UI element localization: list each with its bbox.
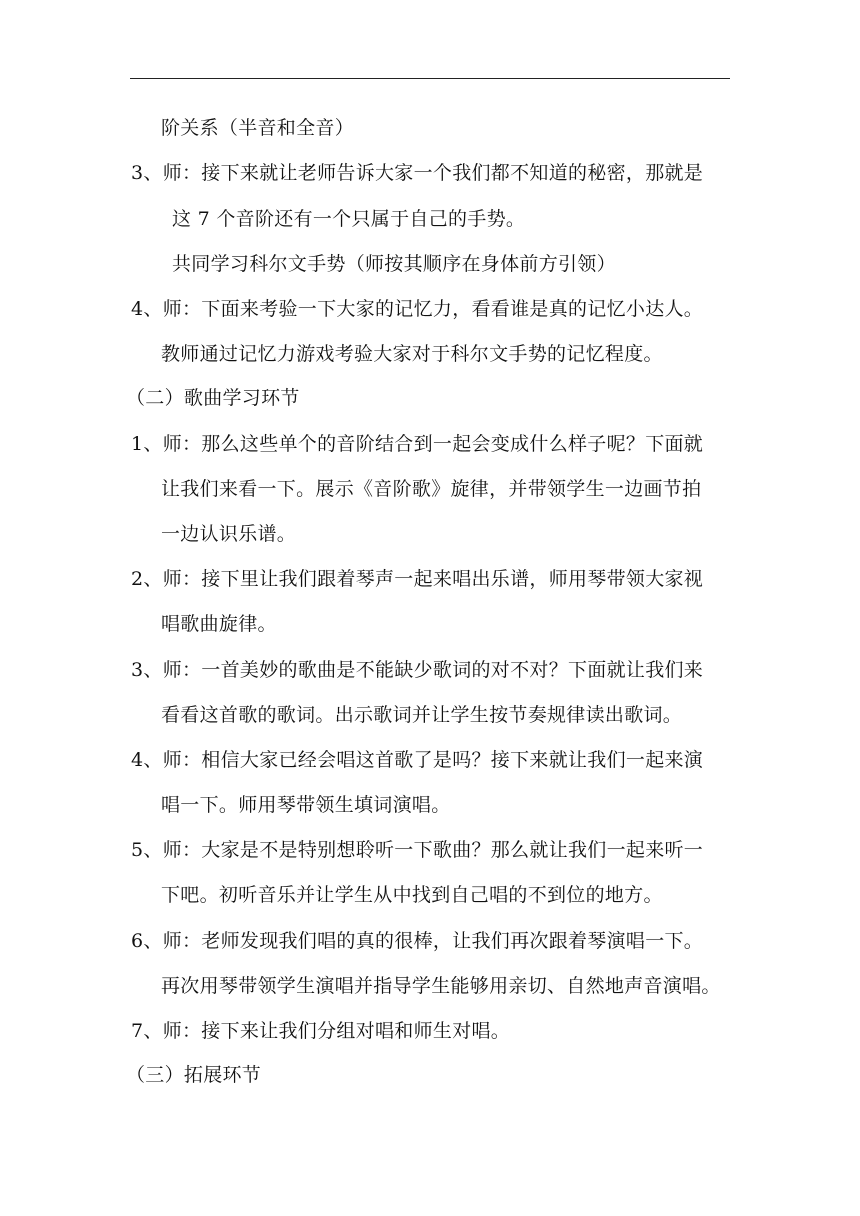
text-line: 阶关系（半音和全音） bbox=[161, 117, 355, 139]
text-line: 3、师：一首美妙的歌曲是不能缺少歌词的对不对？下面就让我们来 bbox=[131, 659, 704, 681]
text-line: 共同学习科尔文手势（师按其顺序在身体前方引领） bbox=[172, 253, 616, 275]
text-line: 6、师：老师发现我们唱的真的很棒，让我们再次跟着琴演唱一下。 bbox=[131, 930, 704, 952]
text-line: 5、师：大家是不是特别想聆听一下歌曲？那么就让我们一起来听一 bbox=[131, 839, 704, 861]
text-line: 让我们来看一下。展示《音阶歌》旋律，并带领学生一边画节拍 bbox=[161, 478, 702, 500]
text-line: 再次用琴带领学生演唱并指导学生能够用亲切、自然地声音演唱。 bbox=[161, 975, 721, 997]
text-line: 教师通过记忆力游戏考验大家对于科尔文手势的记忆程度。 bbox=[161, 343, 663, 365]
text-line: 看看这首歌的歌词。出示歌词并让学生按节奏规律读出歌词。 bbox=[161, 704, 683, 726]
text-line: 唱一下。师用琴带领生填词演唱。 bbox=[161, 794, 451, 816]
text-line: 1、师：那么这些单个的音阶结合到一起会变成什么样子呢？下面就 bbox=[131, 433, 704, 455]
text-line: 这 7 个音阶还有一个只属于自己的手势。 bbox=[172, 208, 526, 230]
header-rule bbox=[130, 78, 730, 79]
text-line: 7、师：接下来让我们分组对唱和师生对唱。 bbox=[131, 1020, 511, 1042]
text-line: 下吧。初听音乐并让学生从中找到自己唱的不到位的地方。 bbox=[161, 884, 663, 906]
text-line: 唱歌曲旋律。 bbox=[161, 613, 277, 635]
text-line: 2、师：接下里让我们跟着琴声一起来唱出乐谱，师用琴带领大家视 bbox=[131, 568, 704, 590]
section-heading: （二）歌曲学习环节 bbox=[126, 387, 300, 409]
text-line: 4、师：下面来考验一下大家的记忆力，看看谁是真的记忆小达人。 bbox=[131, 298, 704, 320]
text-line: 4、师：相信大家已经会唱这首歌了是吗？接下来就让我们一起来演 bbox=[131, 749, 704, 771]
section-heading: （三）拓展环节 bbox=[126, 1064, 262, 1086]
text-line: 一边认识乐谱。 bbox=[161, 523, 297, 545]
text-line: 3、师：接下来就让老师告诉大家一个我们都不知道的秘密，那就是 bbox=[131, 162, 704, 184]
